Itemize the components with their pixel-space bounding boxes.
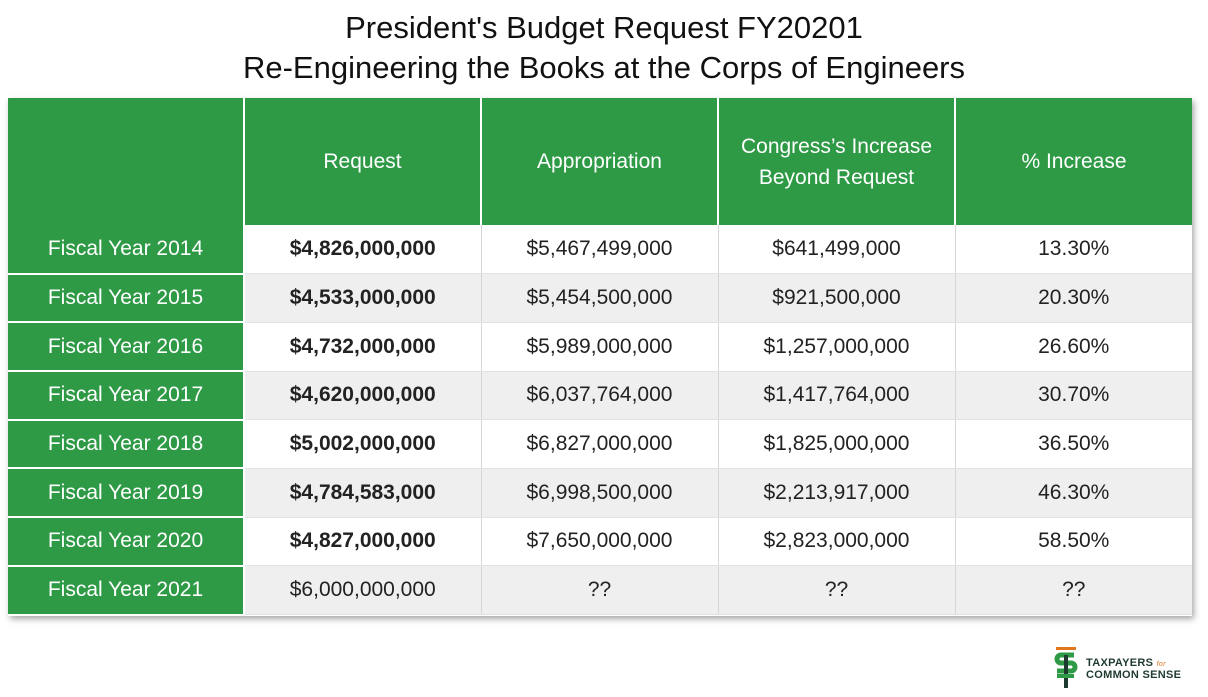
taxpayers-logo-mark-icon bbox=[1052, 646, 1080, 690]
increase-cell: $641,499,000 bbox=[718, 225, 955, 274]
increase-cell: $1,257,000,000 bbox=[718, 322, 955, 371]
appropriation-cell: $6,827,000,000 bbox=[481, 420, 718, 469]
pct-cell: 36.50% bbox=[955, 420, 1192, 469]
appropriation-cell: $5,989,000,000 bbox=[481, 322, 718, 371]
request-cell: $4,732,000,000 bbox=[244, 322, 481, 371]
logo-line-2: COMMON SENSE bbox=[1086, 669, 1182, 681]
request-cell: $6,000,000,000 bbox=[244, 566, 481, 615]
pct-cell: 26.60% bbox=[955, 322, 1192, 371]
table-row bbox=[8, 274, 1192, 323]
title-line-2: Re-Engineering the Books at the Corps of Engineers bbox=[242, 50, 966, 85]
logo-for: for bbox=[1156, 661, 1166, 668]
table-row bbox=[8, 371, 1192, 420]
header-empty bbox=[8, 98, 244, 225]
logo-line-1: TAXPAYERS bbox=[1086, 657, 1154, 669]
header-request: Request bbox=[244, 98, 481, 225]
title-line-1: President's Budget Request FY20201 bbox=[345, 10, 863, 45]
row-label: Fiscal Year 2018 bbox=[8, 420, 244, 469]
budget-table-container bbox=[8, 98, 1192, 616]
table-row bbox=[8, 566, 1192, 615]
table-row bbox=[8, 322, 1192, 371]
pct-cell: 46.30% bbox=[955, 468, 1192, 517]
increase-cell: $2,213,917,000 bbox=[718, 468, 955, 517]
request-cell: $4,826,000,000 bbox=[244, 225, 481, 274]
row-label: Fiscal Year 2015 bbox=[8, 274, 244, 323]
table-row bbox=[8, 420, 1192, 469]
appropriation-cell: $6,998,500,000 bbox=[481, 468, 718, 517]
increase-cell: $2,823,000,000 bbox=[718, 517, 955, 566]
row-label: Fiscal Year 2014 bbox=[8, 225, 244, 274]
table-row bbox=[8, 225, 1192, 274]
appropriation-cell: $7,650,000,000 bbox=[481, 517, 718, 566]
table-row bbox=[8, 468, 1192, 517]
page-title bbox=[0, 8, 1208, 88]
table-body bbox=[8, 225, 1192, 615]
header-appropriation: Appropriation bbox=[481, 98, 718, 225]
request-cell: $5,002,000,000 bbox=[244, 420, 481, 469]
increase-cell: $921,500,000 bbox=[718, 274, 955, 323]
request-cell: $4,620,000,000 bbox=[244, 371, 481, 420]
row-label: Fiscal Year 2016 bbox=[8, 322, 244, 371]
appropriation-cell: $5,454,500,000 bbox=[481, 274, 718, 323]
table-header-row bbox=[8, 98, 1192, 225]
pct-cell: 20.30% bbox=[955, 274, 1192, 323]
increase-cell: ?? bbox=[718, 566, 955, 615]
pct-cell: 58.50% bbox=[955, 517, 1192, 566]
taxpayers-logo bbox=[1052, 646, 1202, 690]
appropriation-cell: $5,467,499,000 bbox=[481, 225, 718, 274]
increase-cell: $1,417,764,000 bbox=[718, 371, 955, 420]
request-cell: $4,533,000,000 bbox=[244, 274, 481, 323]
request-cell: $4,827,000,000 bbox=[244, 517, 481, 566]
row-label: Fiscal Year 2021 bbox=[8, 566, 244, 615]
logo-text bbox=[1086, 658, 1181, 681]
row-label: Fiscal Year 2019 bbox=[8, 468, 244, 517]
budget-table bbox=[8, 98, 1192, 616]
table-row bbox=[8, 517, 1192, 566]
row-label: Fiscal Year 2017 bbox=[8, 371, 244, 420]
pct-cell: 13.30% bbox=[955, 225, 1192, 274]
request-cell: $4,784,583,000 bbox=[244, 468, 481, 517]
header-congress-increase: Congress’s Increase Beyond Request bbox=[718, 98, 955, 225]
appropriation-cell: $6,037,764,000 bbox=[481, 371, 718, 420]
row-label: Fiscal Year 2020 bbox=[8, 517, 244, 566]
appropriation-cell: ?? bbox=[481, 566, 718, 615]
increase-cell: $1,825,000,000 bbox=[718, 420, 955, 469]
pct-cell: ?? bbox=[955, 566, 1192, 615]
header-pct-increase: % Increase bbox=[955, 98, 1192, 225]
pct-cell: 30.70% bbox=[955, 371, 1192, 420]
